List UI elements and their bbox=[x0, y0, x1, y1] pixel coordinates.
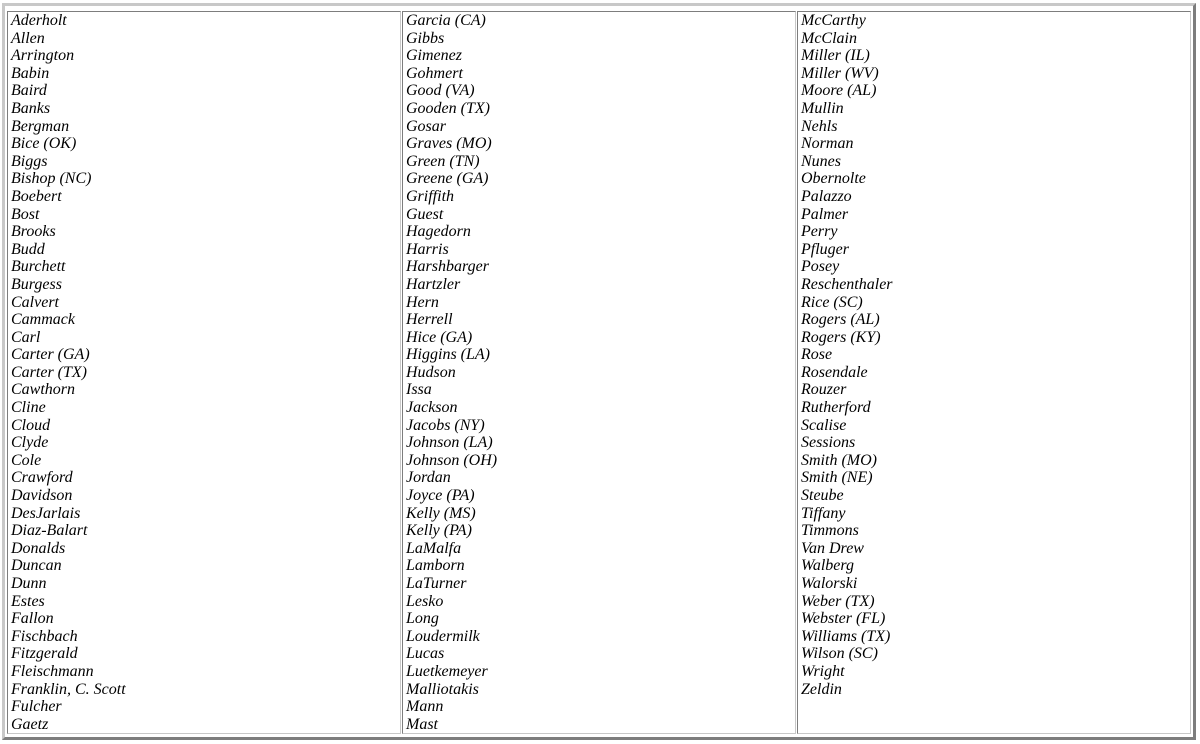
member-name: Calvert bbox=[11, 293, 59, 311]
member-name: Sessions bbox=[801, 434, 856, 452]
member-name: Nehls bbox=[801, 117, 838, 135]
member-name: LaMalfa bbox=[406, 539, 462, 557]
member-name: Reschenthaler bbox=[801, 275, 893, 293]
member-name: Walorski bbox=[801, 575, 858, 592]
member-name: Garcia (CA) bbox=[406, 12, 486, 29]
member-name: Fulcher bbox=[11, 698, 62, 716]
member-name: Budd bbox=[11, 240, 45, 258]
member-name: Cawthorn bbox=[11, 381, 76, 399]
member-name: Cole bbox=[11, 451, 42, 469]
member-name: Hern bbox=[406, 293, 439, 311]
member-name: Biggs bbox=[11, 152, 48, 170]
member-name: Carl bbox=[11, 328, 41, 346]
member-name: Herrell bbox=[406, 311, 453, 329]
member-name: Franklin, C. Scott bbox=[11, 680, 126, 698]
member-name: Fallon bbox=[11, 610, 54, 628]
member-name: Hice (GA) bbox=[406, 328, 473, 346]
member-name: Malliotakis bbox=[406, 680, 479, 698]
member-name: Moore (AL) bbox=[801, 82, 877, 100]
member-name: Mullin bbox=[801, 99, 844, 117]
member-name: Higgins (LA) bbox=[406, 346, 490, 364]
member-name: Norman bbox=[801, 135, 854, 153]
member-name: DesJarlais bbox=[11, 504, 81, 522]
member-name: Jackson bbox=[406, 399, 458, 417]
member-name: Cammack bbox=[11, 311, 75, 329]
member-name: Aderholt bbox=[11, 12, 67, 29]
member-name: Loudermilk bbox=[406, 627, 480, 645]
member-name: Gaetz bbox=[11, 715, 49, 733]
member-name: Bishop (NC) bbox=[11, 170, 92, 188]
member-name: Nunes bbox=[801, 152, 841, 170]
member-name: Rutherford bbox=[801, 399, 871, 417]
member-name: Palazzo bbox=[801, 187, 852, 205]
member-name: Timmons bbox=[801, 522, 859, 540]
vote-names-table bbox=[2, 3, 1196, 740]
member-name: Donalds bbox=[11, 539, 66, 557]
member-name: Allen bbox=[11, 29, 45, 47]
member-name: Harshbarger bbox=[406, 258, 489, 276]
member-name: Davidson bbox=[11, 487, 73, 505]
member-name: Scalise bbox=[801, 416, 847, 434]
member-name: Rice (SC) bbox=[801, 293, 863, 311]
member-name: Greene (GA) bbox=[406, 170, 489, 188]
member-name: Luetkemeyer bbox=[406, 662, 488, 680]
member-name: Banks bbox=[11, 99, 51, 117]
member-name: Babin bbox=[11, 64, 50, 82]
member-name: Rogers (KY) bbox=[801, 328, 881, 346]
member-name: Hagedorn bbox=[406, 223, 471, 241]
member-name: Duncan bbox=[11, 557, 62, 575]
member-name: Mann bbox=[406, 698, 444, 716]
member-name: Gohmert bbox=[406, 64, 463, 82]
member-name: Kelly (MS) bbox=[406, 504, 476, 522]
member-name: Wilson (SC) bbox=[801, 645, 878, 663]
member-name: Good (VA) bbox=[406, 82, 475, 100]
names-column-3 bbox=[797, 11, 1191, 734]
member-name: Baird bbox=[11, 82, 47, 100]
member-name: Estes bbox=[11, 592, 45, 610]
member-name: Rogers (AL) bbox=[801, 311, 880, 329]
member-name: Smith (NE) bbox=[801, 469, 873, 487]
names-column-2 bbox=[402, 11, 796, 734]
member-name: Perry bbox=[801, 223, 838, 241]
member-name: Bice (OK) bbox=[11, 135, 77, 153]
member-name: Long bbox=[406, 610, 439, 628]
member-name: Dunn bbox=[11, 575, 47, 592]
member-name: Cline bbox=[11, 399, 46, 417]
member-name: Webster (FL) bbox=[801, 610, 886, 628]
member-name: Weber (TX) bbox=[801, 592, 875, 610]
member-name: Cloud bbox=[11, 416, 51, 434]
member-name: Lesko bbox=[406, 592, 444, 610]
member-name: Zeldin bbox=[801, 680, 842, 698]
member-name: Green (TN) bbox=[406, 152, 480, 170]
member-name: Mast bbox=[406, 715, 438, 733]
member-name: Van Drew bbox=[801, 539, 864, 557]
member-name: Miller (IL) bbox=[801, 47, 870, 65]
member-name: Joyce (PA) bbox=[406, 487, 475, 505]
member-name: Rosendale bbox=[801, 363, 868, 381]
member-name: Carter (GA) bbox=[11, 346, 90, 364]
member-name: Steube bbox=[801, 487, 844, 505]
member-name: Arrington bbox=[11, 47, 75, 65]
member-name: Kelly (PA) bbox=[406, 522, 472, 540]
member-name: Burchett bbox=[11, 258, 66, 276]
member-name: Fitzgerald bbox=[11, 645, 78, 663]
member-name: Pfluger bbox=[801, 240, 849, 258]
member-name: Graves (MO) bbox=[406, 135, 492, 153]
member-name: Clyde bbox=[11, 434, 49, 452]
names-column-1 bbox=[7, 11, 401, 734]
member-name: Bost bbox=[11, 205, 40, 223]
member-name: Jacobs (NY) bbox=[406, 416, 485, 434]
member-name: Harris bbox=[406, 240, 449, 258]
member-name: Walberg bbox=[801, 557, 855, 575]
member-name: Rouzer bbox=[801, 381, 847, 399]
member-name: Hudson bbox=[406, 363, 456, 381]
member-name: Posey bbox=[801, 258, 840, 276]
member-name: Gooden (TX) bbox=[406, 99, 490, 117]
member-name: Brooks bbox=[11, 223, 56, 241]
member-name: Fischbach bbox=[11, 627, 78, 645]
member-name: Jordan bbox=[406, 469, 451, 487]
member-name: Gosar bbox=[406, 117, 447, 135]
member-name: Rose bbox=[801, 346, 833, 364]
member-name: McClain bbox=[801, 29, 857, 47]
member-name: Johnson (OH) bbox=[406, 451, 498, 469]
member-name: Guest bbox=[406, 205, 444, 223]
member-name: Miller (WV) bbox=[801, 64, 879, 82]
member-name: McCarthy bbox=[801, 12, 866, 29]
member-name: Williams (TX) bbox=[801, 627, 891, 645]
member-name: Griffith bbox=[406, 187, 455, 205]
member-name: Diaz-Balart bbox=[11, 522, 88, 540]
member-name: Bergman bbox=[11, 117, 70, 135]
member-name: Gimenez bbox=[406, 47, 462, 65]
member-name: Issa bbox=[406, 381, 432, 399]
member-name: Wright bbox=[801, 662, 845, 680]
member-name: Boebert bbox=[11, 187, 62, 205]
member-name: LaTurner bbox=[406, 575, 467, 592]
member-name: Hartzler bbox=[406, 275, 461, 293]
member-name: Johnson (LA) bbox=[406, 434, 493, 452]
member-name: Tiffany bbox=[801, 504, 846, 522]
member-name: Palmer bbox=[801, 205, 849, 223]
member-name: Crawford bbox=[11, 469, 73, 487]
member-name: Fleischmann bbox=[11, 662, 94, 680]
member-name: Gibbs bbox=[406, 29, 445, 47]
member-name: Burgess bbox=[11, 275, 62, 293]
member-name: Carter (TX) bbox=[11, 363, 87, 381]
member-name: Smith (MO) bbox=[801, 451, 877, 469]
member-name: Lamborn bbox=[406, 557, 465, 575]
member-name: Lucas bbox=[406, 645, 445, 663]
member-name: Obernolte bbox=[801, 170, 866, 188]
